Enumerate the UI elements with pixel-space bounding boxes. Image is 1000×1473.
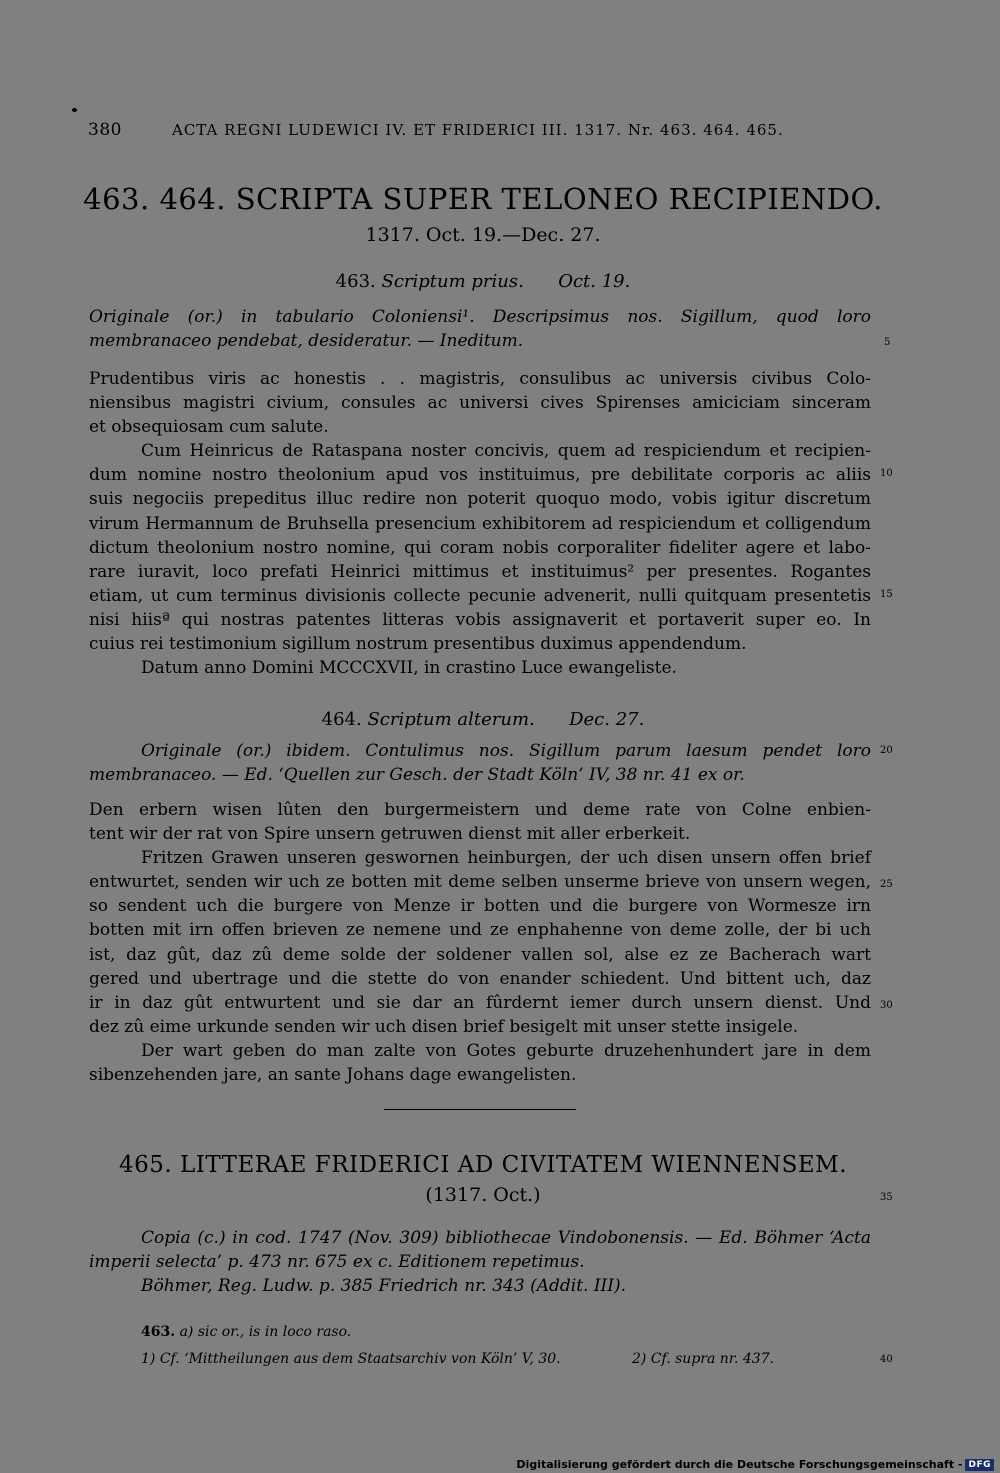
text-line: Der wart geben do man zalte von Gotes geburte druzehenhundert jare in dem <box>141 1040 871 1061</box>
text-line: ist, daz gût, daz zû deme solde der soldener vallen sol, alse ez ze Bacherach wart <box>89 944 871 965</box>
doc-463-text <box>89 367 871 680</box>
footnote-1: 1) Cf. ‘Mittheilungen aus dem Staatsarchiv von Köln’ V, 30. <box>141 1351 561 1367</box>
text-line: niensibus magistri civium, consules ac universi cives Spirenses amiciciam sinceram <box>89 393 871 414</box>
text-line: virum Hermannum de Bruhsella presencium exhibitorem ad respiciendum et colligendum <box>89 513 871 534</box>
margin-line-number: 25 <box>880 879 893 890</box>
text-line: Fritzen Grawen unseren geswornen heinburgen, der uch disen unsern offen brief <box>141 848 871 869</box>
text-line: rare iuravit, loco prefati Heinrici mittimus et instituimus² per presentes. Rogantes <box>89 561 871 582</box>
text-line: Cum Heinricus de Rataspana noster concivis, quem ad respiciendum et recipien- <box>141 441 871 462</box>
text-line: Prudentibus viris ac honestis . . magistris, consulibus ac universis civibus Colo- <box>89 369 871 389</box>
footnote-a <box>141 1324 351 1340</box>
source-line: membranaceo. — Ed. ‘Quellen zur Gesch. der Stadt Köln’ IV, 38 nr. 41 ex or. <box>89 765 745 786</box>
source-line: membranaceo pendebat, desideratur. — Ineditum. <box>89 331 524 352</box>
text-line: tent wir der rat von Spire unsern getruwen dienst mit aller erberkeit. <box>89 824 691 845</box>
text-line: nisi hiisª qui nostras patentes litteras vobis assignaverit et portaverit super eo. In <box>89 609 871 630</box>
footnote-text: a) sic or., is in loco raso. <box>179 1324 352 1340</box>
text-line: botten mit irn offen brieven ze nemene und ze enphahenne von deme zolle, der bi uch <box>89 920 871 941</box>
text-line: cuius rei testimonium sigillum nostrum presentibus duximus appendendum. <box>89 634 747 655</box>
margin-line-number: 40 <box>880 1354 893 1365</box>
text-line: so sendent uch die burgere von Menze ir botten und die burgere von Wormesze irn <box>89 896 871 917</box>
text-line: Datum anno Domini MCCCXVII, in crastino Luce ewangeliste. <box>141 658 677 679</box>
text-line: Den erbern wisen lûten den burgermeistern und deme rate von Colne enbien- <box>89 800 871 820</box>
text-line: suis negociis prepeditus illuc redire non poterit quoquo modo, vobis igitur discretum <box>89 489 871 510</box>
doc-date: Dec. 27. <box>569 709 645 730</box>
doc-number: 463. <box>335 271 376 292</box>
text-line: sibenzehenden jare, an sante Johans dage ewangelisten. <box>89 1065 577 1086</box>
dfg-logo: DFG <box>965 1459 994 1471</box>
footnote-doc-number: 463. <box>141 1324 176 1340</box>
source-line: Böhmer, Reg. Ludw. p. 385 Friedrich nr. 343 (Addit. III). <box>141 1276 627 1297</box>
doc-464-text <box>89 798 871 1087</box>
source-line: imperii selecta’ p. 473 nr. 675 ex c. Editionem repetimus. <box>89 1252 585 1273</box>
text-line: entwurtet, senden wir uch ze botten mit deme selben unserme brieve von unsern wegen, <box>89 872 871 893</box>
section-465-title: 465. LITTERAE FRIDERICI AD CIVITATEM WIENNENSEM. <box>118 1152 848 1178</box>
doc-464-heading <box>0 709 966 730</box>
margin-line-number: 20 <box>880 745 893 756</box>
doc-heading: Scriptum prius. <box>381 271 524 292</box>
source-line: Originale (or.) in tabulario Coloniensi¹. Descripsimus nos. Sigillum, quod loro <box>89 307 871 327</box>
doc-463-source <box>89 305 871 353</box>
section-divider <box>384 1109 576 1110</box>
margin-line-number: 35 <box>880 1192 893 1203</box>
source-line: Originale (or.) ibidem. Contulimus nos. Sigillum parum laesum pendet loro <box>141 741 871 761</box>
margin-line-number: 5 <box>884 337 891 348</box>
margin-line-number: 10 <box>880 468 893 479</box>
doc-463-heading <box>0 271 966 292</box>
text-line: ir in daz gût entwurtent und sie dar an fûrdernt iemer durch unsern dienst. Und <box>89 992 871 1013</box>
doc-number: 464. <box>321 709 362 730</box>
source-line: Copia (c.) in cod. 1747 (Nov. 309) bibliothecae Vindobonensis. — Ed. Böhmer ‘Acta <box>141 1228 871 1248</box>
text-line: etiam, ut cum terminus divisionis collecte pecunie advenerit, nulli quitquam presentetis <box>89 585 871 606</box>
text-line: dictum theolonium nostro nomine, qui coram nobis corporaliter fideliter agere et labo- <box>89 537 871 558</box>
margin-line-number: 30 <box>880 1000 893 1011</box>
text-line: dum nomine nostro theolonium apud vos instituimus, pre debilitate corporis ac aliis <box>89 465 871 486</box>
doc-date: Oct. 19. <box>558 271 631 292</box>
section-title: 463. 464. SCRIPTA SUPER TELONEO RECIPIENDO. <box>83 182 883 216</box>
section-date: 1317. Oct. 19.—Dec. 27. <box>365 224 601 246</box>
credit-text: Digitalisierung gefördert durch die Deutsche Forschungsgemeinschaft - <box>516 1458 963 1471</box>
stray-mark <box>72 108 77 112</box>
running-title: ACTA REGNI LUDEWICI IV. ET FRIDERICI III. 1317. Nr. 463. 464. 465. <box>172 121 784 139</box>
doc-464-source <box>89 739 871 787</box>
section-465-date: (1317. Oct.) <box>425 1184 541 1206</box>
text-line: gered und ubertrage und die stette do von enander schiedent. Und bittent uch, daz <box>89 968 871 989</box>
page-number: 380 <box>88 120 122 140</box>
footnote-2: 2) Cf. supra nr. 437. <box>632 1351 775 1367</box>
doc-heading: Scriptum alterum. <box>367 709 535 730</box>
digitization-credit <box>516 1458 994 1471</box>
text-line: dez zû eime urkunde senden wir uch disen brief besigelt mit unser stette insigele. <box>89 1016 799 1037</box>
doc-465-source <box>89 1226 871 1298</box>
margin-line-number: 15 <box>880 589 893 600</box>
text-line: et obsequiosam cum salute. <box>89 417 329 438</box>
